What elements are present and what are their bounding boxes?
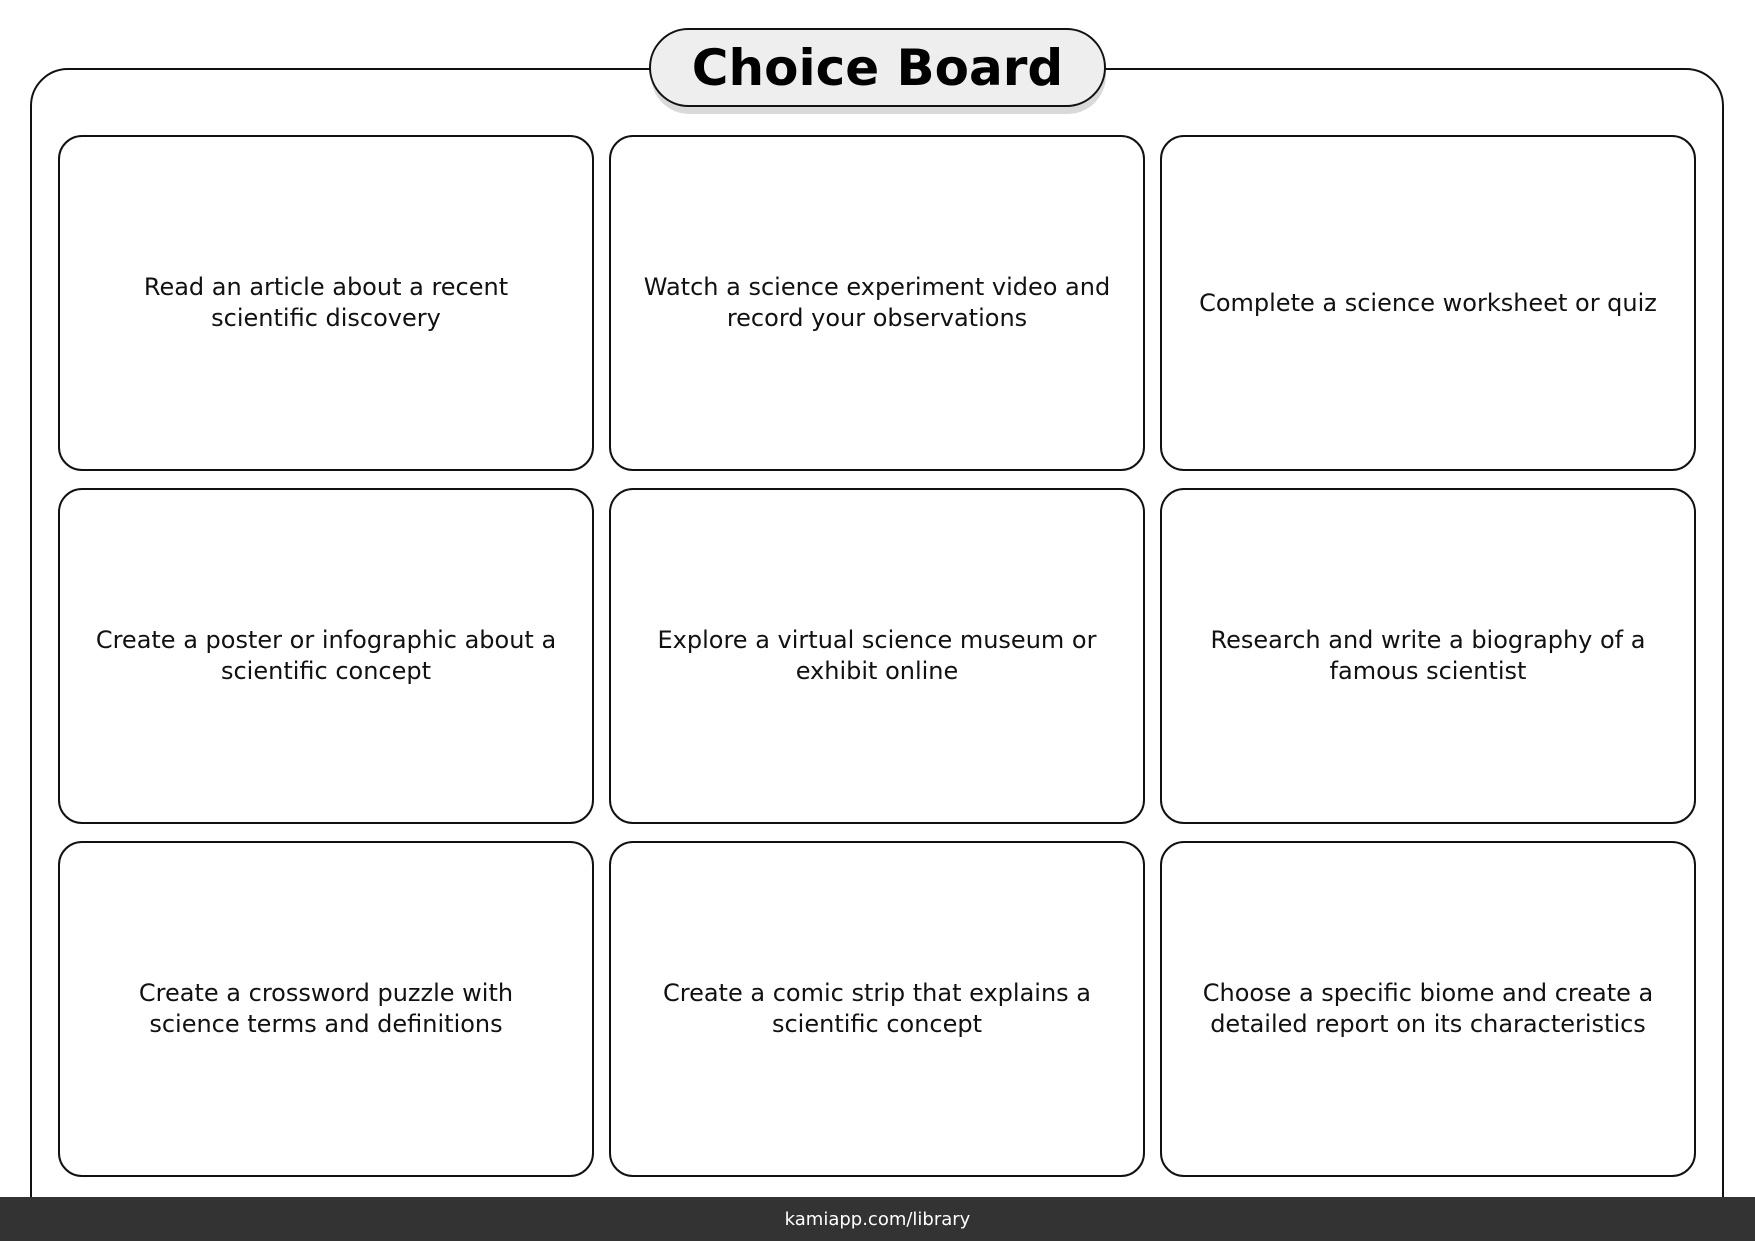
choice-card[interactable] xyxy=(58,135,594,471)
choice-card-text: Complete a science worksheet or quiz xyxy=(1199,288,1657,317)
page-title: Choice Board xyxy=(691,38,1064,97)
choice-card[interactable] xyxy=(609,841,1145,1177)
choice-card[interactable] xyxy=(58,841,594,1177)
choice-card-text: Create a comic strip that explains a scientific concept xyxy=(662,979,1091,1038)
choice-card[interactable] xyxy=(58,488,594,824)
choice-card[interactable] xyxy=(609,488,1145,824)
footer-link[interactable]: kamiapp.com/library xyxy=(784,1208,971,1230)
choice-card-text: Watch a science experiment video and record your observations xyxy=(643,273,1111,332)
footer-bar xyxy=(0,1197,1755,1241)
choice-card-text: Explore a virtual science museum or exhibit online xyxy=(657,626,1097,685)
choice-grid xyxy=(58,135,1697,1177)
choice-card-text: Create a poster or infographic about a scientific concept xyxy=(95,626,557,685)
choice-card-text: Research and write a biography of a famous scientist xyxy=(1210,626,1646,685)
choice-card[interactable] xyxy=(1160,841,1696,1177)
choice-card[interactable] xyxy=(1160,488,1696,824)
choice-card[interactable] xyxy=(1160,135,1696,471)
choice-card[interactable] xyxy=(609,135,1145,471)
title-pill xyxy=(649,28,1106,107)
choice-card-text: Read an article about a recent scientific discovery xyxy=(143,273,509,332)
choice-card-text: Choose a specific biome and create a detailed report on its characteristics xyxy=(1202,979,1654,1038)
choice-card-text: Create a crossword puzzle with science terms and definitions xyxy=(138,979,514,1038)
